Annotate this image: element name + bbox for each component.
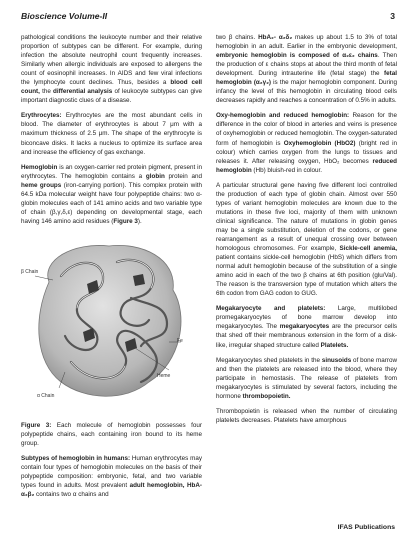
paragraph-erythrocytes: Erythrocytes: Erythrocytes are the most abundant cells in blood. The diameter of erythrocytes is about 7 μm with a maximum thickness of 2.5 μm. The shape of the erythrocyte is biconcave disks. It lacks a nucleus to optimize its surface area and increase the efficiency of gas exchange. xyxy=(21,112,202,156)
hemoglobin-illustration xyxy=(21,232,202,416)
paragraph-leukocyte: pathological conditions the leukocyte number and their relative proportion of subtypes can be different. For example, during infection the absolute neutrophil count frequently increases. Similarly when allergic individuals are exposed to allergens the count of eosinophil increases. In AIDS and few viral infections the lymphocyte count declines. Thus, besides a blood cell count, the differential analysis of leukocyte subtypes can give important diagnostic clues of a disease. xyxy=(21,34,203,105)
hemoglobin-figure xyxy=(21,232,202,416)
paragraph-thrombopoietin: Thrombopoietin is released when the number of circulating platelets decreases. Platelets have amorphous xyxy=(216,407,397,424)
header-title: Bioscience Volume-II xyxy=(21,11,108,21)
paragraph-hemoglobin: Hemoglobin is an oxygen-carrier red protein pigment, present in erythrocytes. The hemoglobin contains a globin protein and heme groups (iron-carrying portion). This complex protein with 64.5 kDa molecular weight have four polypeptide chains: two α-globin molecules each of 141 amino acids and two variable type of chain (β,γ,δ,ε) depending on developmental stage, each having 146 amino acid residues (Figure 3). xyxy=(21,163,202,225)
paragraph-oxyhemoglobin: Oxy-hemoglobin and reduced hemoglobin: Reason for the difference in the color of blood in arteries and veins is presence of oxyhemoglobin or reduced hemoglobin. The oxygen-saturated form of hemoglobin is Oxyhemoglobin (HbO2) (bright red in colour) which carries oxygen from the lungs to tissues and releases it. After releasing oxygen, HbO₂ becomes reduced hemoglobin (Hb) bluish-red in colour. xyxy=(216,112,397,174)
right-column xyxy=(216,33,397,431)
publisher-footer: IFAS Publications xyxy=(337,524,395,531)
paragraph-platelets: Megakaryocytes shed platelets in the sinusoids of bone marrow and then the platelets are released into the blood, where they participate in hemostasis. The release of platelets from megakaryocytes is stimulated by several factors, including the hormone thrombopoietin. xyxy=(216,356,397,400)
paragraph-megakaryocyte: Megakaryocyte and platelets: Large, multilobed promegakaryocytes of bone marrow develop into megakaryocytes. The megakaryocytes are the precursor cells that shed off their membranous extension in the form of a disk-like, irregular shaped structure called Platelets. xyxy=(216,305,397,349)
fe-label: Fe xyxy=(177,337,183,344)
figure-caption: Figure 3: Each molecule of hemoglobin possesses four polypeptide chains, each containing iron bound to its heme group. xyxy=(21,421,202,448)
paragraph-subtypes: Subtypes of hemoglobin in humans: Human erythrocytes may contain four types of hemoglobin molecules on the basis of their polypeptide composition: embryonic, fetal, and two variable types found in adults. Most prevalent adult hemoglobin, HbA- α₂β₂ contains two α chains and xyxy=(21,455,202,499)
left-column xyxy=(21,33,202,505)
heme-label: Heme xyxy=(157,372,171,379)
page-header xyxy=(21,11,395,25)
paragraph-mutations: A particular structural gene having five different loci controlled the production of each type of globin chain. Almost over 550 types of variant hemoglobin molecules are known due to the mutations in these five loci, majority of them with unknown clinical significance. The nature of mutations in globin genes may be a single substitution, deletion of the codons, or gene rearrangement as a result of unequal crossing over between homologous chromosomes. For example, Sickle-cell anemia, patient contains sickle-cell hemoglobin (HbS) which differs from normal adult hemoglobin because of the substitution of a single amino acid in each of the two β chains at 6th position (glu/Val). The reason is the transversion type of mutation which alters the 6th codon from GAG codon to GUG. xyxy=(216,181,397,298)
page-number: 3 xyxy=(390,11,395,21)
beta-chain-label: β Chain xyxy=(21,268,39,275)
paragraph-hba2: two β chains. HbA₂- α₂δ₂ makes up about 1.5 to 3% of total hemoglobin in an adult. Earlier in the embryonic development, embryonic hemoglobin is composed of α₂ε₂ chains. Then the production of ε chains stops at about the third month of fetal development. During intrauterine life (fetal stage) the fetal hemoglobin (α₂γ₂) is the major hemoglobin component. During infancy the level of this hemoglobin in circulating blood cells decreases rapidly and reaches a concentration of 0.5% in adults. xyxy=(216,34,397,105)
alpha-chain-label: α Chain xyxy=(37,392,55,399)
